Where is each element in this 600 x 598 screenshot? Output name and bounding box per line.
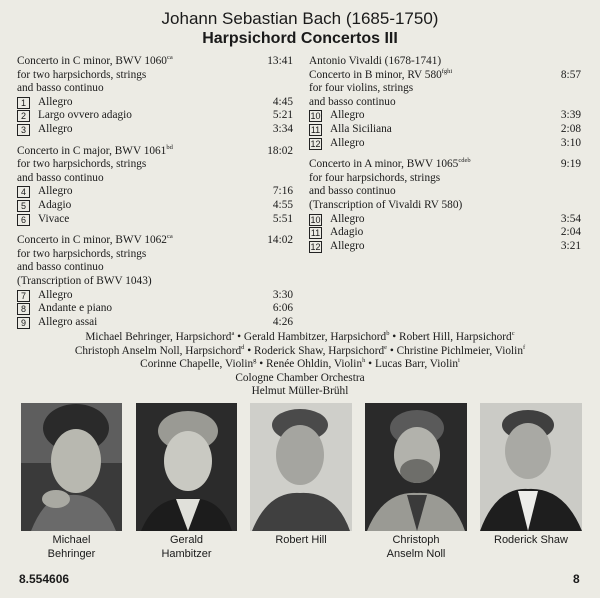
concerto-text: and basso continuo [17,171,104,184]
track-row [17,185,293,199]
footnote-marker: c [511,330,515,337]
track-number-box: 10 [310,111,321,122]
duration: 6:06 [272,302,293,315]
caption-line: Robert Hill [275,534,327,546]
performer-credit: • Christine Pichlmeier, Violin [387,344,523,357]
track-number-box: 12 [310,241,321,252]
movement-title: Allegro [330,239,365,252]
footnote-marker: i [458,357,460,365]
footnote-marker: h [362,357,366,365]
movement-title: Adagio [330,226,364,239]
album-title: Johann Sebastian Bach (1685-1750) [161,9,439,28]
track-row [309,109,581,123]
concerto-text: Concerto in B minor, RV $580^{fghi}$ [309,67,453,81]
photo-christoph-anselm-noll [365,403,467,531]
movement-title: Largo ovvero adagio [38,109,132,122]
movement-title: Allegro assai [38,315,98,328]
footnote-marker: e [384,343,387,351]
track-row [17,199,293,213]
track-row [17,316,293,330]
concerto-line [17,261,293,275]
photo-robert-hill [250,403,352,531]
concerto-text: Concerto in A minor, BWV $1065^{cdeb}$ [309,157,471,171]
concerto-line [309,69,581,83]
photo-roderick-shaw [480,403,582,531]
duration: 14:02 [267,234,293,247]
duration: 3:10 [560,136,581,149]
concerto-line [17,158,293,172]
duration: 2:04 [560,226,581,239]
track-row [17,96,293,110]
concerto-line [17,275,293,289]
movement-title: Allegro [38,185,73,198]
movement-title: Allegro [38,288,73,301]
track-row [17,213,293,227]
footnote-marker: cdeb [458,157,471,165]
track-number-box: 11 [310,228,321,239]
track-list-vivaldi [309,55,581,253]
concerto-text: (Transcription of Vivaldi RV 580) [309,198,463,211]
spacer [17,137,293,145]
track-row [17,302,293,316]
track-row [309,137,581,151]
concerto-text: (Transcription of BWV 1043) [17,274,152,287]
movement-title: Allegro [330,109,365,122]
performer-credit: • Renée Ohldin, Violin [256,358,363,371]
concerto-line [309,172,581,186]
duration: 4:45 [272,95,293,108]
performer-credit: • Roderick Shaw, Harpsichord [244,344,385,357]
duration: 5:51 [272,212,293,225]
concerto-text: for two harpsichords, strings [17,158,147,171]
concerto-text: for two harpsichords, strings [17,68,147,81]
concerto-line [309,158,581,172]
concerto-text: Concerto in C minor, BWV $1062^{ca}$ [17,233,173,247]
movement-title: Vivace [38,212,70,225]
performer-line [0,385,600,399]
performer-credit: • Robert Hill, Harpsichord [389,331,512,343]
concerto-line [309,185,581,199]
performer-line [0,331,600,345]
concerto-line [309,55,581,69]
track-list-bach [17,55,293,329]
spacer [309,150,581,158]
concerto-text: and basso continuo [309,185,396,198]
concerto-line [17,145,293,159]
track-number-box: 3 [17,124,30,136]
movement-title: Alla Siciliana [330,122,392,135]
track-number-box: 1 [17,97,30,109]
catalog-number: 8.554606 [19,572,70,586]
duration: 3:34 [272,122,293,135]
footnote-marker: ca [166,233,173,241]
photo-caption [136,534,237,561]
concerto-line [17,172,293,186]
performer-credit: Cologne Chamber Orchestra [235,371,365,384]
duration: 3:30 [272,288,293,301]
duration: 3:54 [560,212,581,225]
track-number-box: 9 [17,317,30,329]
spacer [17,226,293,234]
track-number-box: 2 [17,110,30,122]
photo-caption [250,534,352,548]
performer-line [0,345,600,359]
duration: 8:57 [560,68,581,81]
track-number-box: 10 [310,214,321,225]
footnote-marker: ca [166,54,173,61]
track-row [17,289,293,303]
movement-title: Allegro [330,136,365,149]
footnote-marker: a [231,330,235,337]
duration: 18:02 [267,144,293,157]
track-row [309,240,581,254]
concerto-line [309,96,581,110]
concerto-line [17,69,293,83]
track-number-box: 6 [17,214,30,226]
concerto-text: and basso continuo [17,82,104,95]
footnote-marker: d [241,343,245,351]
track-number-box: 7 [17,290,30,302]
photo-caption [21,534,122,561]
caption-line: Anselm Noll [386,547,446,560]
concerto-text: and basso continuo [309,95,396,108]
concerto-line [309,199,581,213]
concerto-line [17,248,293,262]
photo-caption [365,534,467,561]
duration: 5:21 [272,109,293,122]
caption-line: Christoph [392,534,440,546]
caption-line: Roderick Shaw [494,534,568,546]
footnote-marker: fghi [441,67,453,75]
movement-title: Adagio [38,198,72,211]
track-number-box: 5 [17,200,30,212]
performer-credit: • Lucas Barr, Violin [365,358,459,371]
duration: 4:55 [272,198,293,211]
movement-title: Allegro [38,95,73,108]
concerto-text: for two harpsichords, strings [17,247,147,260]
concerto-text: Concerto in C minor, BWV $1060^{ca}$ [17,54,173,67]
caption-line: Behringer [47,547,96,560]
concerto-text: Antonio Vivaldi (1678-1741) [309,55,442,67]
concerto-text: for four harpsichords, strings [309,171,441,184]
movement-title: Allegro [330,212,365,225]
concerto-line [17,55,293,69]
performer-line [0,358,600,372]
performer-credit: Helmut Müller-Brühl [251,385,349,398]
track-row [309,123,581,137]
track-row [17,123,293,137]
concerto-text: Concerto in C major, BWV $1061^{bd}$ [17,143,173,157]
footnote-marker: bd [166,143,173,151]
track-number-box: 4 [17,186,30,198]
caption-line: Gerald [169,534,204,546]
duration: 7:16 [272,185,293,198]
performer-credit: • Gerald Hambitzer, Harpsichord [234,331,387,343]
caption-line: Hambitzer [161,547,212,560]
track-row [309,213,581,227]
caption-line: Michael [52,534,91,546]
duration: 4:26 [272,315,293,328]
track-number-box: 12 [310,138,321,149]
duration: 2:08 [560,122,581,135]
footnote-marker: f [522,343,526,351]
performer-credit: Michael Behringer, Harpsichord [85,331,232,343]
duration: 13:41 [267,55,293,67]
concerto-text: for four violins, strings [309,82,414,95]
duration: 9:19 [560,158,581,171]
photo-caption [480,534,582,548]
track-row [309,226,581,240]
concerto-line [17,82,293,96]
concerto-line [309,82,581,96]
movement-title: Andante e piano [38,302,113,315]
performer-credit: Corinne Chapelle, Violin [140,358,254,371]
movement-title: Allegro [38,122,73,135]
duration: 3:21 [560,239,581,252]
footnote-marker: b [386,330,390,337]
album-subtitle: Harpsichord Concertos III [202,30,398,47]
footnote-marker: g [253,357,257,365]
track-row [17,109,293,123]
performer-credit: Christoph Anselm Noll, Harpsichord [74,344,242,357]
concerto-text: and basso continuo [17,261,104,274]
track-number-box: 8 [17,303,30,315]
photo-gerald-hambitzer [136,403,237,531]
page-number: 8 [573,572,580,586]
concerto-line [17,234,293,248]
photo-michael-behringer [21,403,122,531]
performer-line [0,372,600,386]
track-number-box: 11 [310,124,321,135]
duration: 3:39 [560,109,581,122]
